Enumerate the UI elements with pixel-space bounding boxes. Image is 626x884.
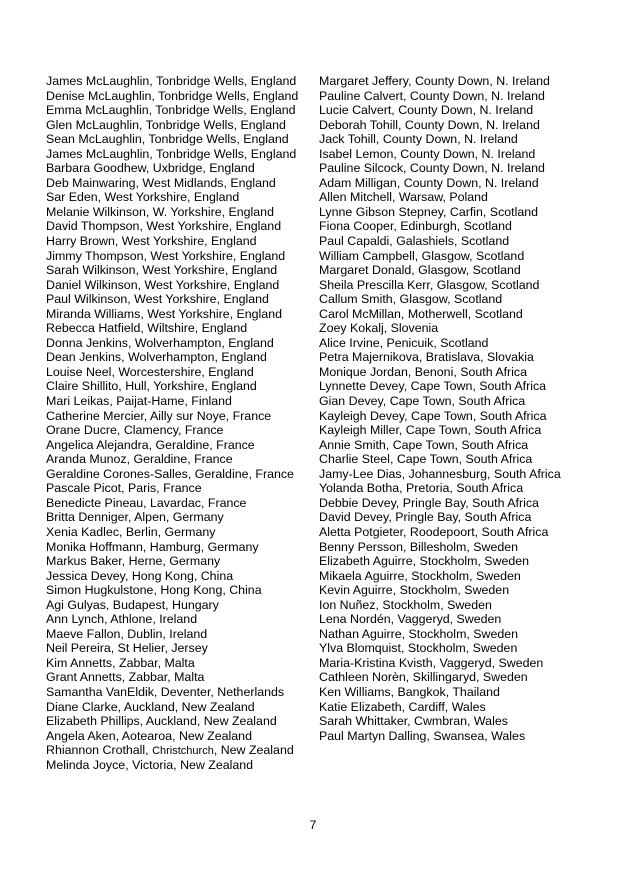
list-item: Kevin Aguirre, Stockholm, Sweden [319,583,510,598]
list-item: Margaret Donald, Glasgow, Scotland [319,263,521,278]
list-item: Aranda Munoz, Geraldine, France [46,452,233,467]
list-item: Xenia Kadlec, Berlin, Germany [46,524,216,539]
list-item: Emma McLaughlin, Tonbridge Wells, England [46,103,296,118]
list-item: Diane Clarke, Auckland, New Zealand [46,699,255,714]
list-item: Orane Ducre, Clamency, France [46,423,224,438]
list-item: Elizabeth Phillips, Auckland, New Zealand [46,714,277,729]
list-item: Petra Majernikova, Bratislava, Slovakia [319,350,534,365]
list-item: Maeve Fallon, Dublin, Ireland [46,626,208,641]
list-item: Claire Shillito, Hull, Yorkshire, England [46,379,257,394]
list-item: Lucie Calvert, County Down, N. Ireland [319,103,534,118]
list-item: Lynnette Devey, Cape Town, South Africa [319,379,547,394]
list-item: Harry Brown, West Yorkshire, England [46,234,257,249]
list-item: Agi Gulyas, Budapest, Hungary [46,597,219,612]
names-list-right-column [319,74,561,743]
list-item: Deb Mainwaring, West Midlands, England [46,175,276,190]
list-item: Simon Hugkulstone, Hong Kong, China [46,583,262,598]
list-item: Angelica Alejandra, Geraldine, France [46,437,255,452]
entry-country: , New Zealand [213,743,294,758]
list-item: Geraldine Corones-Salles, Geraldine, France [46,466,294,481]
list-item: Benny Persson, Billesholm, Sweden [319,539,519,554]
entry-name: Rhiannon Crothall, [46,743,153,758]
list-item: Sarah Whittaker, Cwmbran, Wales [319,714,508,729]
page-number: 7 [309,818,317,832]
list-item: Lena Nordén, Vaggeryd, Sweden [319,612,502,627]
list-item: Ken Williams, Bangkok, Thailand [319,684,500,699]
list-item: Fiona Cooper, Edinburgh, Scotland [319,219,512,234]
list-item: Ylva Blomquist, Stockholm, Sweden [319,641,518,656]
list-item: Elizabeth Aguirre, Stockholm, Sweden [319,554,530,569]
list-item: Catherine Mercier, Ailly sur Noye, France [46,408,272,423]
list-item: Glen McLaughlin, Tonbridge Wells, England [46,117,286,132]
list-item: Kayleigh Devey, Cape Town, South Africa [319,408,547,423]
list-item: Debbie Devey, Pringle Bay, South Africa [319,495,539,510]
list-item [46,743,298,758]
list-item: Daniel Wilkinson, West Yorkshire, England [46,277,280,292]
list-item: Cathleen Norèn, Skillingaryd, Sweden [319,670,528,685]
list-item: Nathan Aguirre, Stockholm, Sweden [319,626,519,641]
list-item: Adam Milligan, County Down, N. Ireland [319,175,539,190]
list-item: Benedicte Pineau, Lavardac, France [46,495,247,510]
list-item: Sean McLaughlin, Tonbridge Wells, England [46,132,289,147]
list-item: James McLaughlin, Tonbridge Wells, England [46,146,297,161]
list-item: Sheila Prescilla Kerr, Glasgow, Scotland [319,277,540,292]
list-item: David Devey, Pringle Bay, South Africa [319,510,532,525]
list-item: Neil Pereira, St Helier, Jersey [46,641,208,656]
list-item: Alice Irvine, Penicuik, Scotland [319,335,489,350]
list-item: Mari Leikas, Paijat-Hame, Finland [46,394,232,409]
list-item: Lynne Gibson Stepney, Carfin, Scotland [319,204,539,219]
list-item: Carol McMillan, Motherwell, Scotland [319,306,523,321]
names-list-left-column [46,74,298,772]
list-item: Britta Denniger, Alpen, Germany [46,510,224,525]
list-item: Paul Wilkinson, West Yorkshire, England [46,292,269,307]
list-item: Monique Jordan, Benoni, South Africa [319,364,528,379]
list-item: Pauline Calvert, County Down, N. Ireland [319,88,545,103]
list-item: Zoey Kokalj, Slovenia [319,321,439,336]
list-item: Kayleigh Miller, Cape Town, South Africa [319,423,542,438]
list-item: Yolanda Botha, Pretoria, South Africa [319,481,524,496]
list-item: Maria-Kristina Kvisth, Vaggeryd, Sweden [319,655,544,670]
list-item: Melinda Joyce, Victoria, New Zealand [46,757,254,772]
list-item: Paul Martyn Dalling, Swansea, Wales [319,728,526,743]
list-item: Pascale Picot, Paris, France [46,481,202,496]
list-item: Charlie Steel, Cape Town, South Africa [319,452,533,467]
list-item: James McLaughlin, Tonbridge Wells, England [46,74,297,88]
list-item: Allen Mitchell, Warsaw, Poland [319,190,488,205]
list-item: Mikaela Aguirre, Stockholm, Sweden [319,568,521,583]
entry-city: Christchurch [152,745,214,758]
list-item: William Campbell, Glasgow, Scotland [319,248,525,263]
list-item: Jack Tohill, County Down, N. Ireland [319,132,518,147]
list-item: Annie Smith, Cape Town, South Africa [319,437,529,452]
list-item: Jamy-Lee Dias, Johannesburg, South Africa [319,466,561,481]
list-item: Isabel Lemon, County Down, N. Ireland [319,146,536,161]
list-item: Denise McLaughlin, Tonbridge Wells, England [46,88,299,103]
list-item: Paul Capaldi, Galashiels, Scotland [319,234,510,249]
list-item: Louise Neel, Worcestershire, England [46,364,254,379]
list-item: Aletta Potgieter, Roodepoort, South Africa [319,524,549,539]
list-item: Barbara Goodhew, Uxbridge, England [46,161,255,176]
list-item: Jimmy Thompson, West Yorkshire, England [46,248,286,263]
list-item: Sar Eden, West Yorkshire, England [46,190,240,205]
list-item: Monika Hoffmann, Hamburg, Germany [46,539,259,554]
list-item: David Thompson, West Yorkshire, England [46,219,282,234]
list-item: Samantha VanEldik, Deventer, Netherlands [46,684,285,699]
list-item: Margaret Jeffery, County Down, N. Ireland [319,74,550,88]
list-item: Ann Lynch, Athlone, Ireland [46,612,198,627]
list-item: Angela Aken, Aotearoa, New Zealand [46,728,252,743]
list-item: Callum Smith, Glasgow, Scotland [319,292,503,307]
list-item: Kim Annetts, Zabbar, Malta [46,655,195,670]
list-item: Dean Jenkins, Wolverhampton, England [46,350,267,365]
list-item: Katie Elizabeth, Cardiff, Wales [319,699,486,714]
list-item: Gian Devey, Cape Town, South Africa [319,394,526,409]
list-item: Miranda Williams, West Yorkshire, England [46,306,282,321]
list-item: Rebecca Hatfield, Wiltshire, England [46,321,248,336]
list-item: Pauline Silcock, County Down, N. Ireland [319,161,545,176]
list-item: Markus Baker, Herne, Germany [46,554,221,569]
list-item: Ion Nuñez, Stockholm, Sweden [319,597,492,612]
list-item: Grant Annetts, Zabbar, Malta [46,670,205,685]
list-item: Jessica Devey, Hong Kong, China [46,568,234,583]
list-item: Donna Jenkins, Wolverhampton, England [46,335,274,350]
list-item: Melanie Wilkinson, W. Yorkshire, England [46,204,274,219]
list-item: Sarah Wilkinson, West Yorkshire, England [46,263,278,278]
list-item: Deborah Tohill, County Down, N. Ireland [319,117,540,132]
